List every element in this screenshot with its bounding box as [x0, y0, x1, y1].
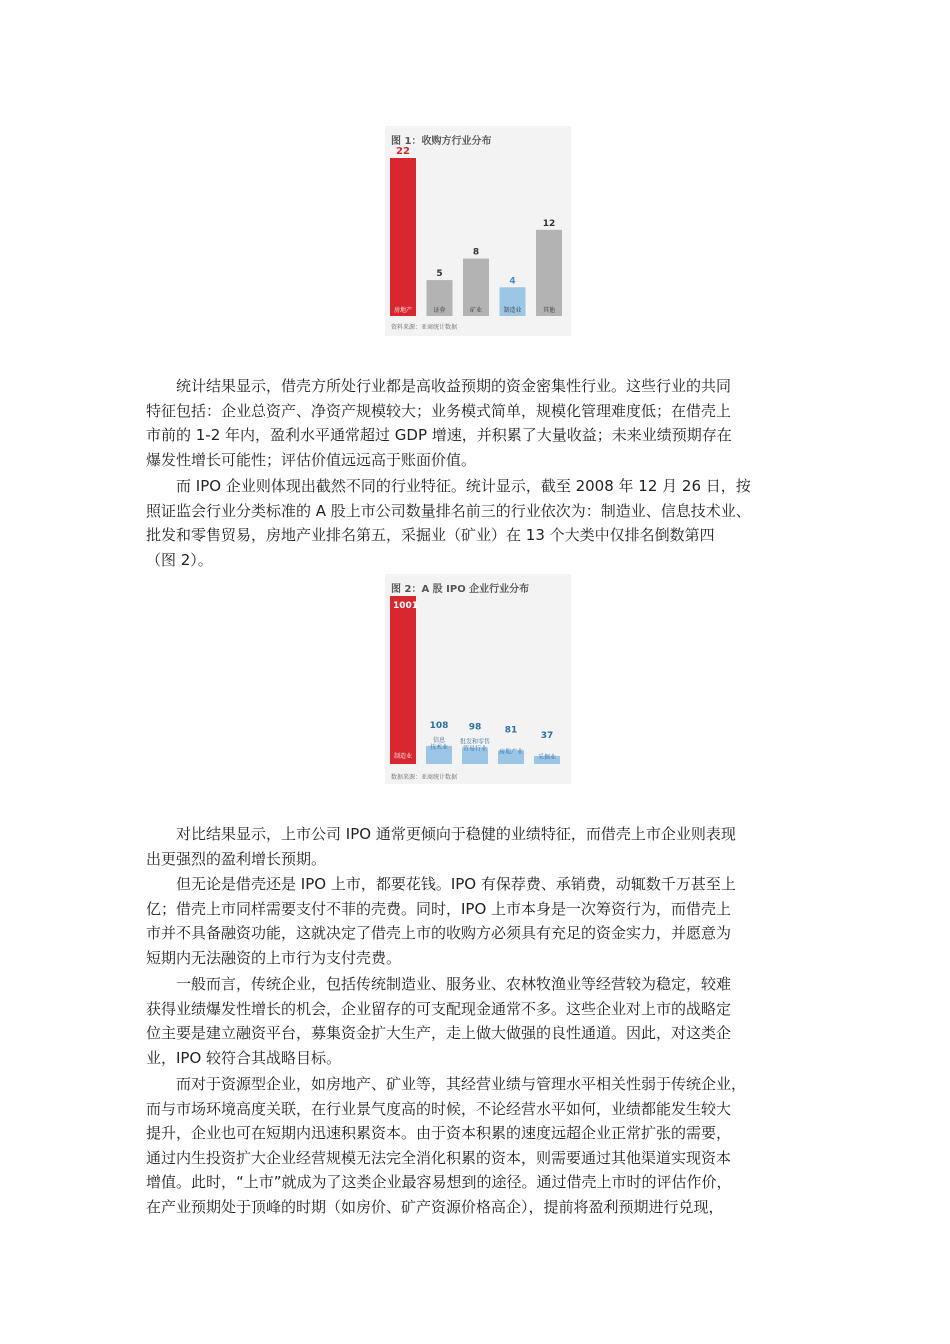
text-line: 爆发性增长可能性；评估价值远远高于账面价值。 — [146, 450, 477, 469]
value-label: 22 — [396, 146, 410, 157]
paragraph-2 — [146, 474, 818, 572]
category-label: 信息 — [432, 736, 446, 744]
category-label: 房地产业 — [498, 748, 524, 756]
text-line: 对比结果显示，上市公司 IPO 通常更倾向于稳健的业绩特征，而借壳上市企业则表现 — [146, 825, 736, 843]
text-line: 而与市场环境高度关联，在行业景气度高的时候，不论经营水平如何，业绩都能发生较大 — [146, 1099, 732, 1118]
text-line: 批发和零售贸易，房地产业排名第五，采掘业（矿业）在 13 个大类中仅排名倒数第四 — [146, 526, 715, 545]
category-label: 矿业 — [469, 307, 483, 314]
text-line: 提升，企业也可在短期内迅速积累资本。由于资本积累的速度远超企业正常扩张的需要， — [146, 1124, 732, 1143]
value-label: 1001 — [393, 601, 419, 611]
value-label: 5 — [436, 269, 443, 280]
text-line: 位主要是建立融资平台，募集资金扩大生产，走上做大做强的良性通道。因此，对这类企 — [146, 1024, 732, 1043]
text-line: 统计结果显示，借壳方所处行业都是高收益预期的资金密集性行业。这些行业的共同 — [146, 377, 732, 395]
value-label: 98 — [468, 722, 482, 733]
paragraph-4 — [146, 872, 818, 970]
chart-source: 资料来源：亚商统计数据 — [391, 324, 458, 331]
paragraph-5 — [146, 972, 818, 1070]
category-label: 批发和零售 — [459, 738, 491, 746]
chart-ipo-industry — [385, 574, 571, 784]
bar-其他 — [536, 230, 562, 316]
text-line: 业，IPO 较符合其战略目标。 — [146, 1048, 342, 1067]
text-line: 出更强烈的盈利增长预期。 — [146, 849, 327, 868]
text-line: 在产业预期处于顶峰的时期（如房价、矿产资源价格高企），提前将盈利预期进行兑现， — [146, 1197, 724, 1216]
chart-source: 数据来源：亚商统计数据 — [391, 774, 458, 781]
text-line: 但无论是借壳还是 IPO 上市，都要花钱。IPO 有保荐费、承销费，动辄数千万甚至上 — [146, 875, 736, 893]
category-label: 其他 — [542, 307, 556, 314]
category-label: 制造业 — [393, 753, 413, 760]
value-label: 108 — [429, 720, 449, 731]
category-label: 技术业 — [429, 743, 449, 751]
bar-chart-svg — [385, 574, 571, 784]
text-line: 获得业绩爆发性增长的机会，企业留存的可支配现金通常不多。这些企业对上市的战略定 — [146, 999, 732, 1018]
value-label: 12 — [542, 218, 556, 229]
bar-制造业 — [390, 596, 419, 764]
category-label: 制造业 — [503, 307, 522, 314]
text-line: 市并不具备融资功能，这就决定了借壳上市的收购方必须具有充足的资金实力，并愿意为 — [146, 924, 732, 943]
text-line: 而 IPO 企业则体现出截然不同的行业特征。统计显示，截至 2008 年 12 月 26 日，按 — [146, 477, 751, 495]
value-label: 8 — [472, 247, 480, 258]
category-label: 贸易行业 — [462, 745, 488, 753]
category-label: 采掘业 — [537, 754, 557, 761]
chart-title: 图 2：A 股 IPO 企业行业分布 — [391, 584, 530, 595]
text-line: 特征包括：企业总资产、净资产规模较大；业务模式简单，规模化管理难度低；在借壳上 — [146, 401, 732, 420]
bar-房地产 — [390, 158, 416, 316]
text-line: 而对于资源型企业，如房地产、矿业等，其经营业绩与管理水平相关性弱于传统企业， — [146, 1075, 747, 1093]
text-line: 增值。此时，“上市”就成为了这类企业最容易想到的途径。通过借壳上市时的评估作价， — [146, 1173, 732, 1192]
text-line: 一般而言，传统企业，包括传统制造业、服务业、农林牧渔业等经营较为稳定，较难 — [146, 975, 732, 993]
value-label: 37 — [540, 731, 554, 741]
text-line: 通过内生投资扩大企业经营规模无法完全消化积累的资本，则需要通过其他渠道实现资本 — [146, 1148, 732, 1167]
text-line: 照证监会行业分类标准的 A 股上市公司数量排名前三的行业依次为：制造业、信息技术业、 — [146, 501, 751, 520]
paragraph-6 — [146, 1072, 818, 1220]
text-line: （图 2）。 — [146, 550, 213, 569]
chart-title: 图 1：收购方行业分布 — [391, 136, 492, 147]
category-label: 证券 — [433, 307, 446, 314]
paragraph-3 — [146, 822, 818, 871]
category-label: 房地产 — [393, 307, 413, 314]
text-line: 短期内无法融资的上市行为支付壳费。 — [146, 948, 402, 967]
chart-acquirer-industry — [385, 126, 571, 336]
paragraph-1 — [146, 374, 818, 472]
value-label: 4 — [509, 276, 516, 287]
value-label: 81 — [504, 725, 518, 736]
text-line: 市前的 1-2 年内，盈利水平通常超过 GDP 增速，并积累了大量收益；未来业绩预期存在 — [146, 426, 732, 445]
text-line: 亿；借壳上市同样需要支付不菲的壳费。同时，IPO 上市本身是一次筹资行为，而借壳上 — [146, 899, 732, 918]
bar-chart-svg — [385, 126, 571, 336]
